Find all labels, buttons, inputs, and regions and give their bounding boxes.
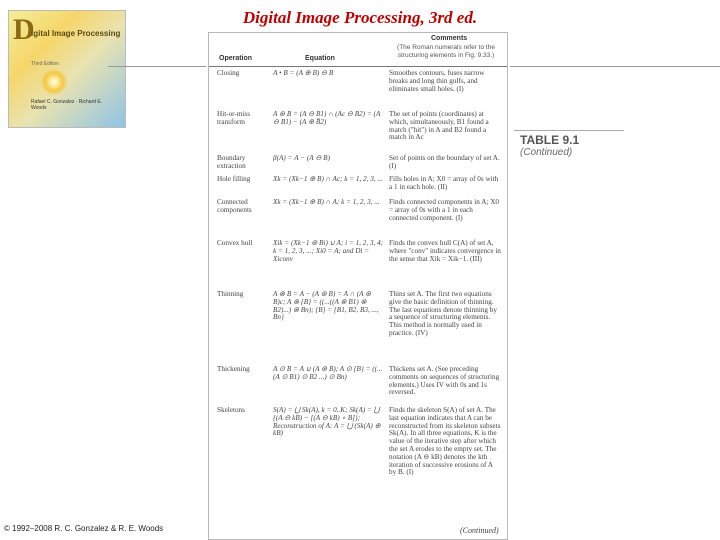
row-comment: Finds connected components in A; X0 = array of 0s with a 1 in each connected component. (I) [389, 198, 499, 222]
cover-authors: Rafael C. Gonzalez · Richard E. Woods [31, 99, 103, 111]
row-operation: Convex hull [217, 239, 253, 247]
header-equation: Equation [305, 55, 335, 62]
table-caption-divider [514, 130, 624, 131]
flower-image [39, 69, 69, 95]
table-row [209, 70, 507, 106]
copyright-notice: © 1992–2008 R. C. Gonzalez & R. E. Woods [4, 524, 164, 533]
cover-letter: D [13, 13, 35, 46]
row-equation: β(A) = A − (A ⊖ B) [273, 154, 330, 162]
row-operation: Thickening [217, 365, 250, 373]
row-equation: Xk = (Xk−1 ⊕ B) ∩ Ac; k = 1, 2, 3, ... [273, 175, 383, 183]
header-comments-note: (The Roman numerals refer to the structuring elements in Fig. 9.33.) [397, 44, 495, 59]
table-row [209, 111, 507, 153]
table-row [209, 366, 507, 406]
row-operation: Hole filling [217, 175, 251, 183]
table-header [209, 33, 507, 67]
morphology-table [208, 32, 508, 540]
row-equation: A ⊗ B = A − (A ⊛ B) = A ∩ (A ⊛ B)c; A ⊗ {B} = ((...((A ⊗ B1) ⊗ B2)...) ⊗ Bn); {B} = {B1, B2, B3, ..., Bn} [273, 290, 379, 322]
row-equation: Xk = (Xk−1 ⊕ B) ∩ A; k = 1, 2, 3, ... [273, 198, 380, 206]
divider-right [510, 66, 720, 67]
row-comment: Set of points on the boundary of set A. (I) [389, 154, 500, 170]
row-equation: A ⊙ B = A ∪ (A ⊛ B); A ⊙ {B} = ((...(A ⊙ B1) ⊙ B2 ...) ⊙ Bn) [273, 365, 383, 381]
row-equation: S(A) = ⋃ Sk(A), k = 0..K; Sk(A) = ⋃ {(A ⊖ kB) − [(A ⊖ kB) ∘ B]}; Reconstruction of A: A = ⋃ (Sk(A) ⊕ kB) [273, 406, 381, 438]
header-comments: Comments [431, 35, 468, 42]
row-operation: Thinning [217, 290, 244, 298]
row-operation: Skeletons [217, 406, 245, 414]
row-comment: Finds the convex hull C(A) of set A, where "conv" indicates convergence in the sense that Xik = Xik−1. (III) [389, 239, 501, 263]
table-row [209, 155, 507, 173]
table-continued-label: (Continued) [520, 147, 573, 158]
row-comment: Fills holes in A; X0 = array of 0s with a 1 in each hole. (II) [389, 175, 499, 191]
row-equation: A ⊛ B = (A ⊖ B1) ∩ (Ac ⊖ B2) = (A ⊖ B1) − (A ⊕ B̂2) [273, 110, 381, 126]
row-comment: Thins set A. The first two equations give the basic definition of thinning. The last equations denote thinning by a sequence of structuring elements. This method is normally used in practice. (IV) [389, 290, 497, 337]
row-operation: Closing [217, 69, 240, 77]
row-comment: Thickens set A. (See preceding comments on sequences of structuring elements.) Uses IV with 0s and 1s reversed. [389, 365, 500, 397]
row-operation: Connected components [217, 198, 252, 214]
table-row [209, 176, 507, 198]
cover-title: igital Image Processing [31, 29, 121, 38]
page-title: Digital Image Processing, 3rd ed. [242, 8, 478, 27]
row-comment: The set of points (coordinates) at which, simultaneously, B1 found a match ("hit") in A and B2 found a match in Ac [389, 110, 489, 142]
row-operation: Boundary extraction [217, 154, 246, 170]
table-row [209, 291, 507, 361]
header-operation: Operation [219, 55, 253, 62]
row-equation: Xik = (Xk−1 ⊛ Bi) ∪ A; i = 1, 2, 3, 4; k = 1, 2, 3, ...; Xi0 = A; and Di = Xiconv [273, 239, 384, 263]
row-comment: Finds the skeleton S(A) of set A. The last equation indicates that A can be reconstructed from its skeleton subsets Sk(A). In all three equations, K is the value of the iterative step after which the set A erodes to the empty set. The notation (A ⊖ kB) denotes the kth iteration of successive erosions of A by B. (I) [389, 406, 501, 477]
cover-edition: Third Edition [31, 61, 60, 67]
table-row [209, 199, 507, 237]
row-operation: Hit-or-miss transform [217, 110, 250, 126]
continued-footer: (Continued) [460, 526, 499, 535]
table-row [209, 407, 507, 532]
row-equation: A • B = (A ⊕ B) ⊖ B [273, 69, 334, 77]
table-number: TABLE 9.1 [520, 133, 580, 147]
divider-left [108, 66, 206, 67]
row-comment: Smoothes contours, fuses narrow breaks and long thin gulfs, and eliminates small holes. (I) [389, 69, 485, 93]
table-row [209, 240, 507, 290]
